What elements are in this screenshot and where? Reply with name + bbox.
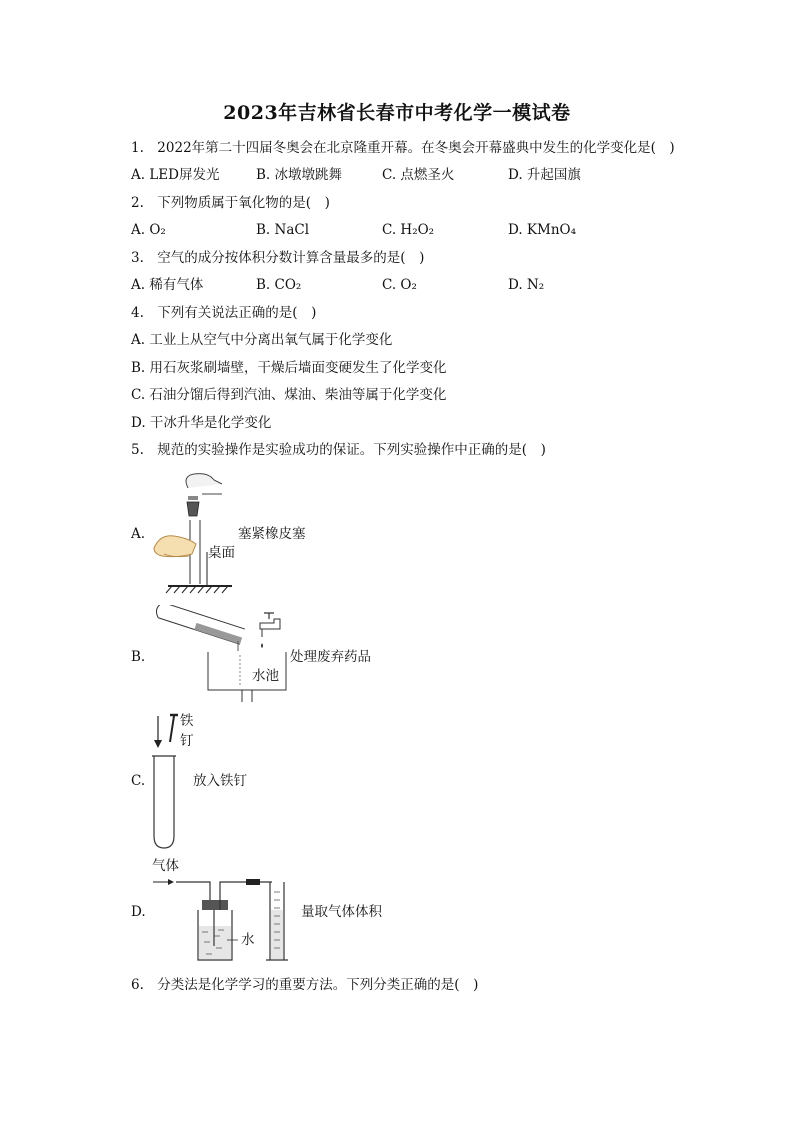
option-c: C. O₂ bbox=[382, 277, 417, 293]
option-b: B. 冰墩墩跳舞 bbox=[256, 167, 343, 183]
question-stem: 规范的实验操作是实验成功的保证。下列实验操作中正确的是( ) bbox=[157, 442, 546, 458]
option-a: A. 工业上从空气中分离出氧气属于化学变化 bbox=[131, 332, 393, 348]
question-3 bbox=[131, 250, 424, 266]
question-number: 5. bbox=[131, 442, 144, 458]
option-b: B. 用石灰浆刷墙壁，干燥后墙面变硬发生了化学变化 bbox=[131, 360, 447, 376]
option-a: A. bbox=[131, 526, 146, 542]
option-b: B. NaCl bbox=[256, 222, 310, 238]
page-title: 2023年吉林省长春市中考化学一模试卷 bbox=[223, 102, 571, 124]
gas-measurement-diagram bbox=[150, 870, 300, 965]
question-stem: 分类法是化学学习的重要方法。下列分类正确的是( ) bbox=[157, 977, 479, 993]
question-number: 1. bbox=[131, 140, 144, 156]
option-a: A. LED屏发光 bbox=[131, 167, 220, 183]
waste-disposal-diagram bbox=[150, 605, 295, 705]
figure-label: 气体 bbox=[152, 858, 179, 874]
question-2 bbox=[131, 195, 330, 211]
option-d: D. 干冰升华是化学变化 bbox=[131, 415, 272, 431]
figure-label: 铁 bbox=[180, 713, 194, 729]
figure-label: 放入铁钉 bbox=[193, 773, 247, 789]
option-c: C. H₂O₂ bbox=[382, 222, 435, 238]
question-4 bbox=[131, 305, 316, 321]
figure-label: 量取气体体积 bbox=[301, 904, 382, 920]
option-a: A. O₂ bbox=[131, 222, 166, 238]
option-a: A. 稀有气体 bbox=[131, 277, 204, 293]
figure-label: 处理废弃药品 bbox=[290, 649, 371, 665]
question-stem: 2022年第二十四届冬奥会在北京隆重开幕。在冬奥会开幕盛典中发生的化学变化是( ) bbox=[157, 140, 675, 156]
stopper-insertion-diagram bbox=[150, 470, 245, 595]
figure-label: 水 bbox=[241, 932, 255, 948]
iron-nail-diagram bbox=[148, 710, 188, 850]
option-c: C. bbox=[131, 773, 146, 789]
option-d: D. 升起国旗 bbox=[508, 167, 581, 183]
question-number: 4. bbox=[131, 305, 144, 321]
option-b: B. CO₂ bbox=[256, 277, 302, 293]
figure-label: 水池 bbox=[252, 668, 279, 684]
option-c: C. 石油分馏后得到汽油、煤油、柴油等属于化学变化 bbox=[131, 387, 447, 403]
question-1 bbox=[131, 140, 675, 156]
question-number: 2. bbox=[131, 195, 144, 211]
option-b: B. bbox=[131, 649, 146, 665]
question-stem: 下列物质属于氧化物的是( ) bbox=[157, 195, 330, 211]
option-d: D. N₂ bbox=[508, 277, 545, 293]
figure-label: 钉 bbox=[180, 733, 194, 749]
question-6 bbox=[131, 977, 478, 993]
option-d: D. KMnO₄ bbox=[508, 222, 577, 238]
question-5 bbox=[131, 442, 546, 458]
question-stem: 空气的成分按体积分数计算含量最多的是( ) bbox=[157, 250, 425, 266]
figure-label: 塞紧橡皮塞 bbox=[238, 526, 306, 542]
question-stem: 下列有关说法正确的是( ) bbox=[157, 305, 317, 321]
question-number: 3. bbox=[131, 250, 144, 266]
question-number: 6. bbox=[131, 977, 144, 993]
figure-label: 桌面 bbox=[208, 545, 235, 561]
option-d: D. bbox=[131, 904, 146, 920]
option-c: C. 点燃圣火 bbox=[382, 167, 455, 183]
